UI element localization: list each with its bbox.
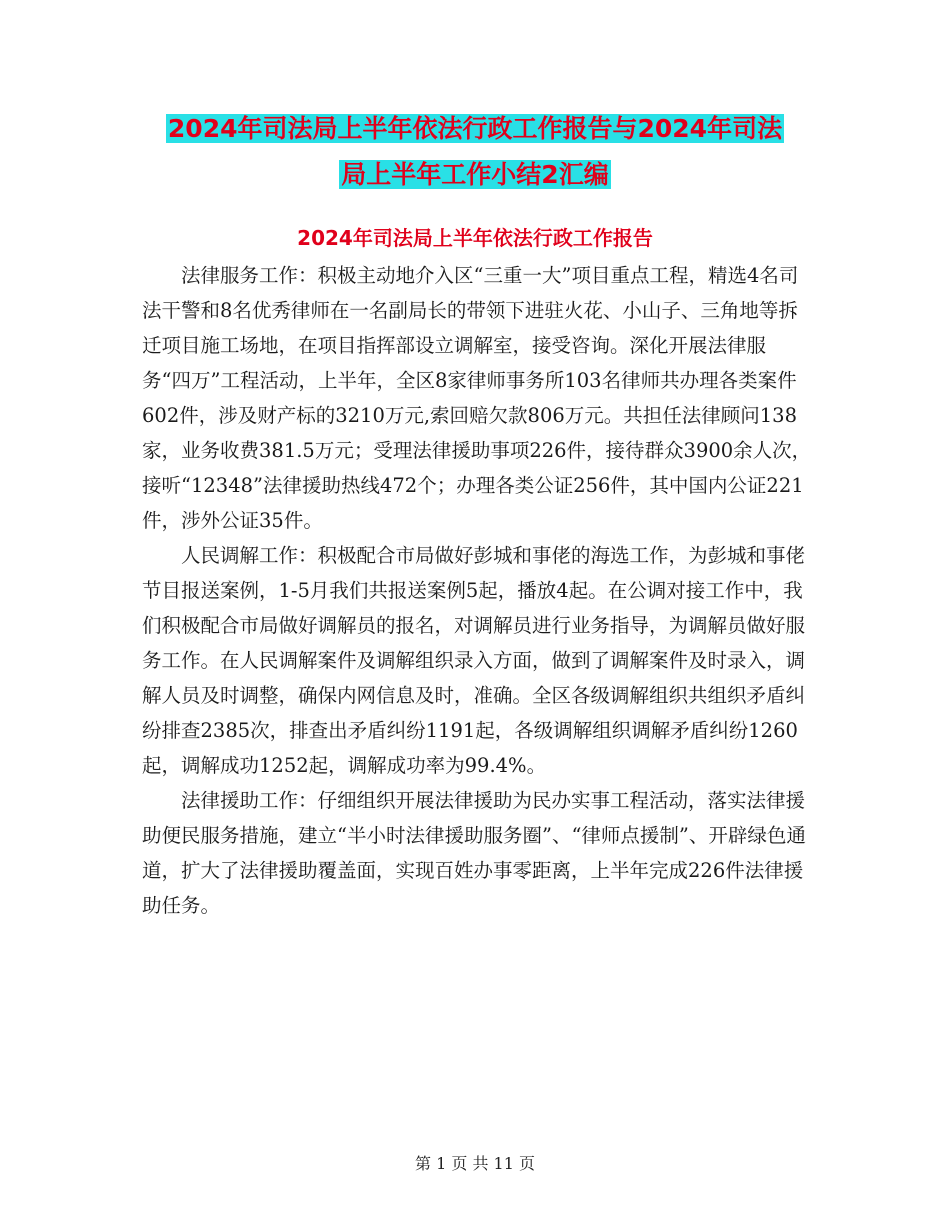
paragraph-legal-aid: 法律援助工作：仔细组织开展法律援助为民办实事工程活动，落实法律援助便民服务措施，建立“半小时法律援助服务圈”、“律师点援制”、开辟绿色通道，扩大了法律援助覆盖面，实现百姓办事零距离，上半年完成226件法律援助任务。 — [142, 789, 806, 917]
paragraph-legal-services: 法律服务工作：积极主动地介入区“三重一大”项目重点工程，精选4名司法干警和8名优秀律师在一名副局长的带领下进驻火花、小山子、三角地等拆迁项目施工场地，在项目指挥部设立调解室，接受咨询。深化开展法律服务“四万”工程活动，上半年，全区8家律师事务所103名律师共办理各类案件602件，涉及财产标的3210万元,索回赔欠款806万元。共担任法律顾问138家，业务收费381.5万元；受理法律援助事项226件，接待群众3900余人次，接听“12348”法律援助热线472个；办理各类公证256件，其中国内公证221件，涉外公证35件。 — [142, 264, 812, 532]
section-title: 2024年司法局上半年依法行政工作报告 — [297, 226, 653, 250]
document-title-line-2 — [0, 152, 950, 198]
title-highlight-1: 2024年司法局上半年依法行政工作报告与2024年司法 — [167, 114, 783, 143]
document-title-line-1 — [0, 106, 950, 152]
page-footer: 第 1 页 共 11 页 — [415, 1154, 535, 1173]
title-highlight-2: 局上半年工作小结2汇编 — [341, 160, 609, 189]
document-body — [142, 258, 812, 923]
paragraph-mediation: 人民调解工作：积极配合市局做好彭城和事佬的海选工作，为彭城和事佬节目报送案例，1-5月我们共报送案例5起，播放4起。在公调对接工作中，我们积极配合市局做好调解员的报名，对调解员进行业务指导，为调解员做好服务工作。在人民调解案件及调解组织录入方面，做到了调解案件及时录入，调解人员及时调整，确保内网信息及时，准确。全区各级调解组织共组织矛盾纠纷排查2385次，排查出矛盾纠纷1191起，各级调解组织调解矛盾纠纷1260起，调解成功1252起，调解成功率为99.4%。 — [142, 544, 806, 777]
